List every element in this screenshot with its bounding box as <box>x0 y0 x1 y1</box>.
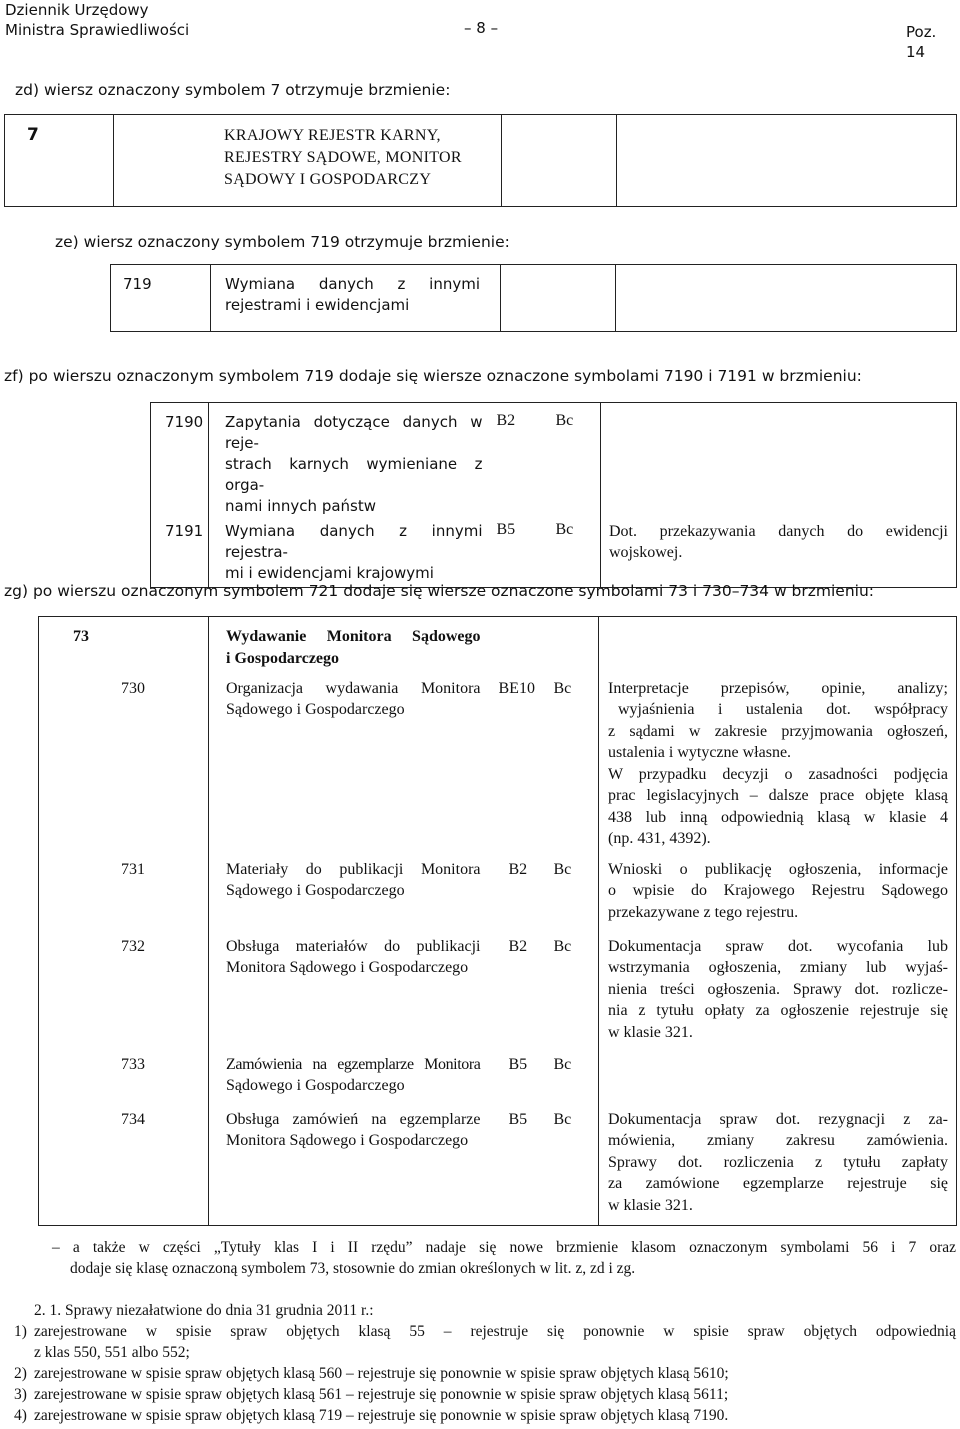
zf-7191-note-1: Dot. przekazywania danych do ewidencji <box>609 523 948 540</box>
zg-table <box>38 616 957 1226</box>
zg-symbol-731: 731 <box>121 860 145 878</box>
zg-732-cat1: B2 <box>508 937 528 955</box>
zg-732-note-1: Dokumentacja spraw dot. wycofania lub <box>608 937 948 955</box>
zg-731-note-3: przekazywane z tego rejestru. <box>608 903 799 921</box>
position-number: Poz. 14 <box>906 23 937 61</box>
zd-intro: zd) wiersz oznaczony symbolem 7 otrzymuje brzmienie: <box>15 81 451 99</box>
zg-732-note-4: nia z tytułu opłaty za ogłoszenie rejestruje się <box>608 1002 948 1019</box>
item-1-line-1: zarejestrowane w spisie spraw objętych klasą 55 – rejestruje się ponownie w spisie spraw objętych odpowiednią <box>34 1323 956 1340</box>
ze-line-2: rejestrami i ewidencjami <box>225 296 410 314</box>
zg-732-line-2: Monitora Sądowego i Gospodarczego <box>226 959 469 976</box>
tail-line-2: dodaje się klasę oznaczoną symbolem 73, stosownie do zmian określonych w lit. z, zd i zg. <box>70 1260 636 1277</box>
ze-intro: ze) wiersz oznaczony symbolem 719 otrzymuje brzmienie: <box>55 233 510 251</box>
zg-730-cat1: BE10 <box>498 679 535 697</box>
zg-733-cat1: B5 <box>508 1055 528 1073</box>
zg-730-note-8: (np. 431, 4392). <box>608 830 711 847</box>
ze-line-1: Wymiana danych z innymi <box>225 275 480 293</box>
item-4-line-1: zarejestrowane w spisie spraw objętych klasą 719 – rejestruje się ponownie w spisie spraw objętych klasą 7190. <box>34 1407 729 1424</box>
zg-734-cat1: B5 <box>508 1110 528 1128</box>
zg-733-cat2: Bc <box>553 1055 572 1073</box>
zf-7191-cat1: B5 <box>496 521 516 538</box>
zg-730-note-6: prac legislacyjnych – dalsze prace objęte klasą <box>608 787 948 804</box>
zg-732-cat2: Bc <box>553 937 572 955</box>
item-1-num: 1) <box>14 1323 27 1340</box>
zg-symbol-734: 734 <box>121 1110 145 1128</box>
zd-line-3: SĄDOWY I GOSPODARCZY <box>224 171 432 188</box>
item-3-line-1: zarejestrowane w spisie spraw objętych klasą 561 – rejestruje się ponownie w spisie spraw objętych klasą 5611; <box>34 1386 729 1403</box>
zg-731-note-2: o wpisie do Krajowego Rejestru Sądowego <box>608 882 948 899</box>
zg-732-note-3: nienia treści ogłoszenia. Sprawy dot. rozlicze- <box>608 980 948 998</box>
zf-7191-note-2: wojskowej. <box>609 544 683 561</box>
zg-73-line-1: Wydawanie Monitora Sądowego <box>226 628 481 645</box>
zg-730-line-1: Organizacja wydawania Monitora <box>226 679 481 697</box>
zf-intro: zf) po wierszu oznaczonym symbolem 719 dodaje się wiersze oznaczone symbolami 7190 i 7191 w brzmieniu: <box>4 367 862 385</box>
zg-730-note-4: ustalenia i wytyczne własne. <box>608 744 792 761</box>
ze-table <box>110 264 957 332</box>
zf-7190-cat1: B2 <box>496 412 516 429</box>
zg-73-line-2: i Gospodarczego <box>226 649 340 667</box>
zg-symbol-73: 73 <box>73 628 89 645</box>
zg-734-line-1: Obsługa zamówień na egzemplarze <box>226 1110 481 1128</box>
zd-symbol: 7 <box>27 125 39 145</box>
publication-title: Dziennik Urzędowy <box>5 1 149 19</box>
zg-734-note-1: Dokumentacja spraw dot. rezygnacji z za- <box>608 1110 948 1128</box>
zf-7191-cat2: Bc <box>555 521 574 538</box>
zg-734-note-5: w klasie 321. <box>608 1196 693 1214</box>
zg-731-line-2: Sądowego i Gospodarczego <box>226 882 405 899</box>
zf-7190-line-2: strach karnych wymieniane z orga- <box>225 455 483 494</box>
zg-730-note-5: W przypadku decyzji o zasadności podjęcia <box>608 765 948 783</box>
zf-7191-line-2: mi i ewidencjami krajowymi <box>225 564 434 582</box>
zd-line-1: KRAJOWY REJESTR KARNY, <box>224 127 441 144</box>
zg-symbol-732: 732 <box>121 937 145 955</box>
zg-734-note-3: Sprawy dot. rozliczenia z tytułu zapłaty <box>608 1153 948 1171</box>
zf-7190-cat2: Bc <box>555 412 574 429</box>
zg-symbol-733: 733 <box>121 1055 145 1073</box>
zg-730-line-2: Sądowego i Gospodarczego <box>226 701 405 718</box>
section2-title: 2. 1. Sprawy niezałatwione do dnia 31 grudnia 2011 r.: <box>34 1302 374 1319</box>
zg-730-note-7: 438 lub inną odpowiednią klasą w klasie 4 <box>608 808 948 826</box>
zf-7191-line-1: Wymiana danych z innymi rejestra- <box>225 522 483 561</box>
zg-732-note-2: wstrzymania ogłoszenia, zmiany lub wyjaś- <box>608 959 948 976</box>
ze-symbol: 719 <box>123 275 152 293</box>
zg-734-note-2: mówienia, zmiany zakresu zamówienia. <box>608 1132 948 1149</box>
zf-symbol-7191: 7191 <box>165 522 204 540</box>
zg-symbol-730: 730 <box>121 679 145 697</box>
zg-730-note-2: wyjaśnienia i ustalenia dot. współpracy <box>618 701 948 718</box>
zg-730-cat2: Bc <box>553 679 572 697</box>
zf-7190-line-3: nami innych państw <box>225 497 377 515</box>
zg-734-cat2: Bc <box>553 1110 572 1128</box>
zf-table <box>150 402 957 588</box>
zd-line-2: REJESTRY SĄDOWE, MONITOR <box>224 149 462 166</box>
tail-line-1: – a także w części „Tytuły klas I i II rzędu” nadaje się nowe brzmienie klasom oznaczonym symbolami 56 i 7 oraz <box>52 1239 956 1256</box>
zg-730-note-1: Interpretacje przepisów, opinie, analizy; <box>608 679 948 697</box>
zf-7190-line-1: Zapytania dotyczące danych w reje- <box>225 413 483 452</box>
zf-symbol-7190: 7190 <box>165 413 204 431</box>
zg-731-note-1: Wnioski o publikację ogłoszenia, informacje <box>608 860 948 878</box>
item-2-num: 2) <box>14 1365 27 1382</box>
item-1-line-2: z klas 550, 551 albo 552; <box>34 1344 190 1361</box>
zg-731-cat1: B2 <box>508 860 528 878</box>
item-4-num: 4) <box>14 1407 27 1424</box>
zg-733-line-2: Sądowego i Gospodarczego <box>226 1077 405 1094</box>
ministry-name: Ministra Sprawiedliwości <box>5 21 190 39</box>
item-2-line-1: zarejestrowane w spisie spraw objętych klasą 560 – rejestruje się ponownie w spisie spraw objętych klasą 5610; <box>34 1365 729 1382</box>
zg-731-cat2: Bc <box>553 860 572 878</box>
zg-731-line-1: Materiały do publikacji Monitora <box>226 860 481 878</box>
item-3-num: 3) <box>14 1386 27 1403</box>
zg-732-note-5: w klasie 321. <box>608 1023 693 1041</box>
zd-table <box>4 114 957 207</box>
zg-730-note-3: z sądami w zakresie przyjmowania ogłoszeń, <box>608 722 948 740</box>
page-number: – 8 – <box>464 19 499 37</box>
zg-intro: zg) po wierszu oznaczonym symbolem 721 dodaje się wiersze oznaczone symbolami 73 i 730–734 w brzmieniu: <box>4 582 875 600</box>
zg-734-line-2: Monitora Sądowego i Gospodarczego <box>226 1132 469 1149</box>
zg-734-note-4: za zamówione egzemplarze rejestruje się <box>608 1175 948 1192</box>
zg-732-line-1: Obsługa materiałów do publikacji <box>226 937 481 955</box>
zg-733-line-1: Zamówienia na egzemplarze Monitora <box>226 1055 481 1073</box>
